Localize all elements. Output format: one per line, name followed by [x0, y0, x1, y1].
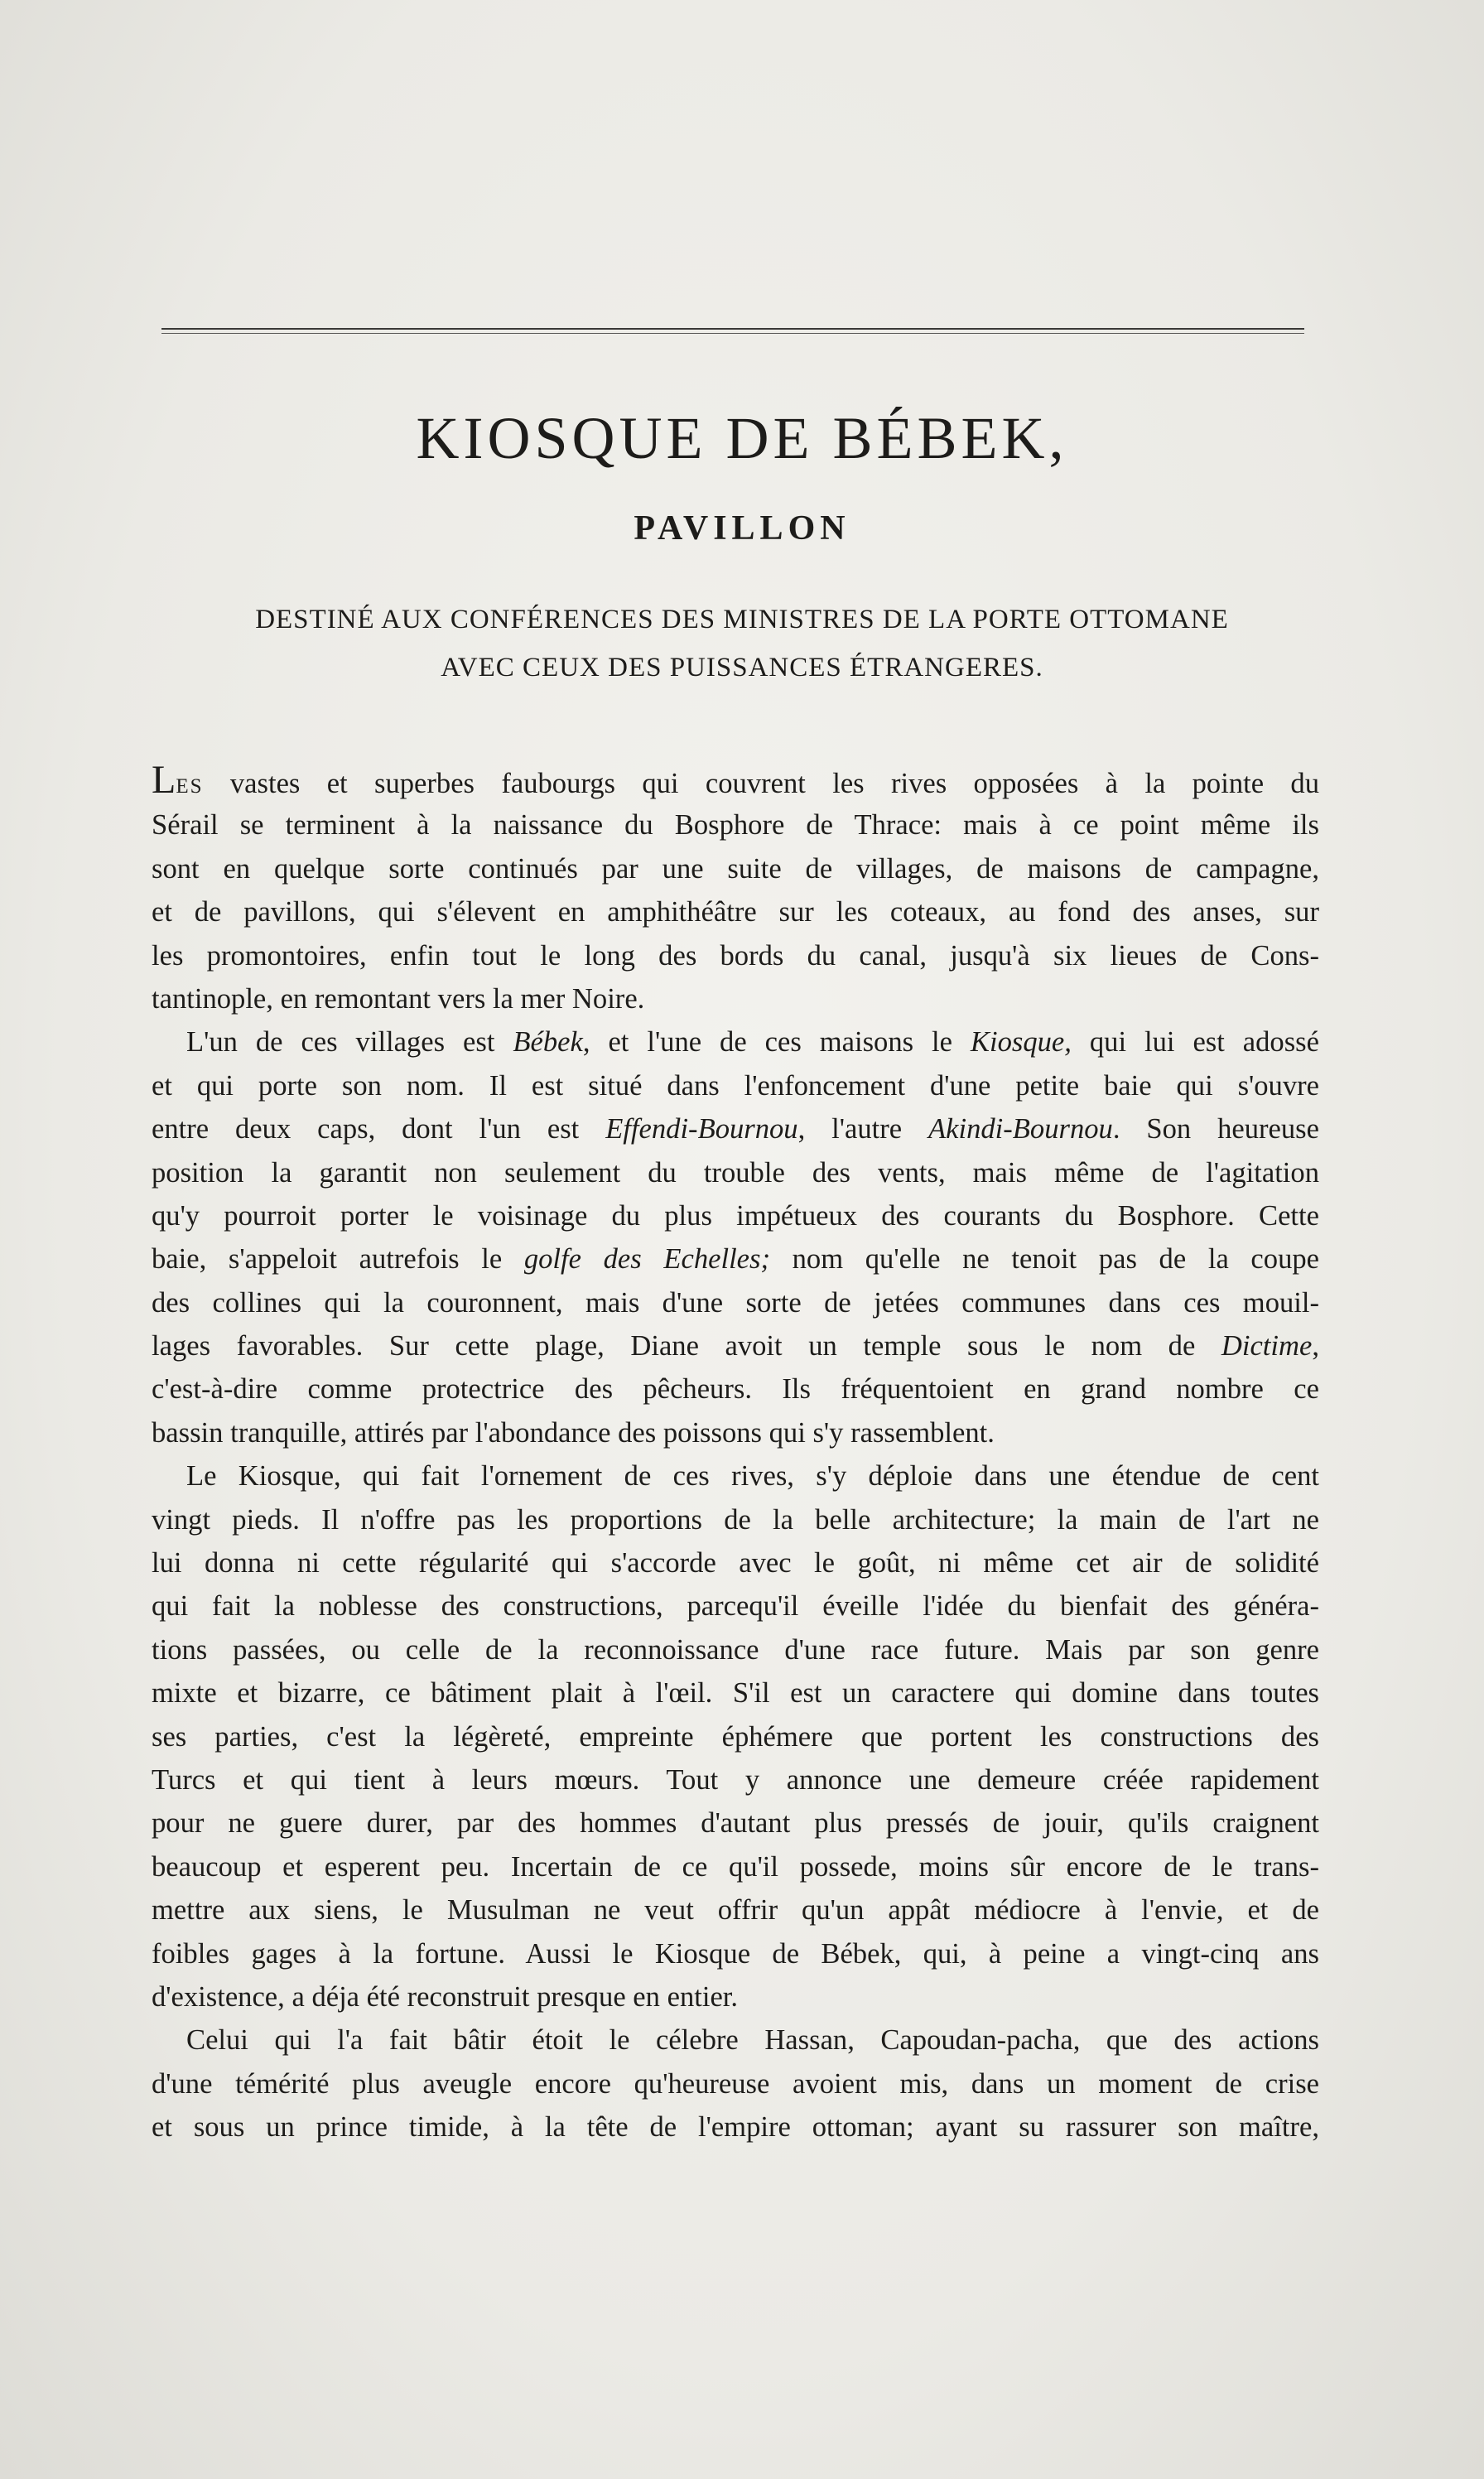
page-title: KIOSQUE DE BÉBEK,	[416, 405, 1068, 471]
text-line: tantinople, en remontant vers la mer Noire.	[152, 982, 645, 1015]
text-line: mixte et bizarre, ce bâtiment plait à l'œil. S'il est un caractere qui domine dans toutes	[152, 1677, 1319, 1710]
text-line: LES vastes et superbes faubourgs qui couvrent les rives opposées à la pointe du	[152, 758, 1319, 802]
text-line: des collines qui la couronnent, mais d'une sorte de jetées communes dans ces mouil-	[152, 1286, 1319, 1319]
text-line: entre deux caps, dont l'un est Effendi-Bournou, l'autre Akindi-Bournou. Son heureuse	[152, 1113, 1319, 1145]
text-line: d'une témérité plus aveugle encore qu'heureuse avoient mis, dans un moment de crise	[152, 2067, 1319, 2100]
text-line: et qui porte son nom. Il est situé dans l'enfoncement d'une petite baie qui s'ouvre	[152, 1069, 1319, 1102]
description-line-2: AVEC CEUX DES PUISSANCES ÉTRANGERES.	[441, 653, 1043, 682]
text-line: les promontoires, enfin tout le long des bords du canal, jusqu'à six lieues de Cons-	[152, 939, 1319, 972]
text-line: bassin tranquille, attirés par l'abondance des poissons qui s'y rassemblent.	[152, 1416, 995, 1449]
text-line: tions passées, ou celle de la reconnoissance d'une race future. Mais par son genre	[152, 1633, 1319, 1666]
text-line: vingt pieds. Il n'offre pas les proportions de la belle architecture; la main de l'art ne	[152, 1503, 1319, 1536]
text-line: lages favorables. Sur cette plage, Diane avoit un temple sous le nom de Dictime,	[152, 1330, 1319, 1362]
text-line: qu'y pourroit porter le voisinage du plus impétueux des courants du Bosphore. Cette	[152, 1199, 1319, 1232]
description-line-1: DESTINÉ AUX CONFÉRENCES DES MINISTRES DE LA PORTE OTTOMANE	[255, 605, 1229, 634]
page-subtitle: PAVILLON	[634, 509, 850, 547]
text-line: d'existence, a déja été reconstruit presque en entier.	[152, 1980, 739, 2013]
text-line: ses parties, c'est la légèreté, empreinte éphémere que portent les constructions des	[152, 1720, 1319, 1753]
text-line: c'est-à-dire comme protectrice des pêcheurs. Ils fréquentoient en grand nombre ce	[152, 1373, 1319, 1406]
header-rule	[161, 328, 1304, 334]
text-line: pour ne guere durer, par des hommes d'autant plus pressés de jouir, qu'ils craignent	[152, 1807, 1319, 1840]
text-line: L'un de ces villages est Bébek, et l'une de ces maisons le Kiosque, qui lui est adossé	[186, 1026, 1319, 1059]
text-line: position la garantit non seulement du trouble des vents, mais même de l'agitation	[152, 1156, 1319, 1189]
text-line: Le Kiosque, qui fait l'ornement de ces rives, s'y déploie dans une étendue de cent	[186, 1460, 1319, 1493]
drop-cap-smallcaps: ES	[176, 775, 204, 798]
text-line: baie, s'appeloit autrefois le golfe des Echelles; nom qu'elle ne tenoit pas de la coupe	[152, 1243, 1319, 1276]
text-line: sont en quelque sorte continués par une suite de villages, de maisons de campagne,	[152, 852, 1319, 885]
text-line: Turcs et qui tient à leurs mœurs. Tout y annonce une demeure créée rapidement	[152, 1763, 1319, 1796]
text-line: lui donna ni cette régularité qui s'accorde avec le goût, ni même cet air de solidité	[152, 1547, 1319, 1580]
text-line: foibles gages à la fortune. Aussi le Kiosque de Bébek, qui, à peine a vingt-cinq ans	[152, 1937, 1319, 1970]
text-line: Sérail se terminent à la naissance du Bosphore de Thrace: mais à ce point même ils	[152, 809, 1319, 842]
text-line: mettre aux siens, le Musulman ne veut offrir qu'un appât médiocre à l'envie, et de	[152, 1894, 1319, 1927]
text-line: Celui qui l'a fait bâtir étoit le célebre Hassan, Capoudan-pacha, que des actions	[186, 2024, 1319, 2057]
text-line: et sous un prince timide, à la tête de l'empire ottoman; ayant su rassurer son maître,	[152, 2111, 1319, 2144]
drop-cap: L	[152, 758, 176, 802]
text-line: qui fait la noblesse des constructions, parcequ'il éveille l'idée du bienfait des généra-	[152, 1590, 1319, 1623]
text-line: beaucoup et esperent peu. Incertain de ce qu'il possede, moins sûr encore de le trans-	[152, 1850, 1319, 1883]
text-line: et de pavillons, qui s'élevent en amphithéâtre sur les coteaux, au fond des anses, sur	[152, 896, 1319, 928]
body-text	[152, 760, 1319, 2149]
